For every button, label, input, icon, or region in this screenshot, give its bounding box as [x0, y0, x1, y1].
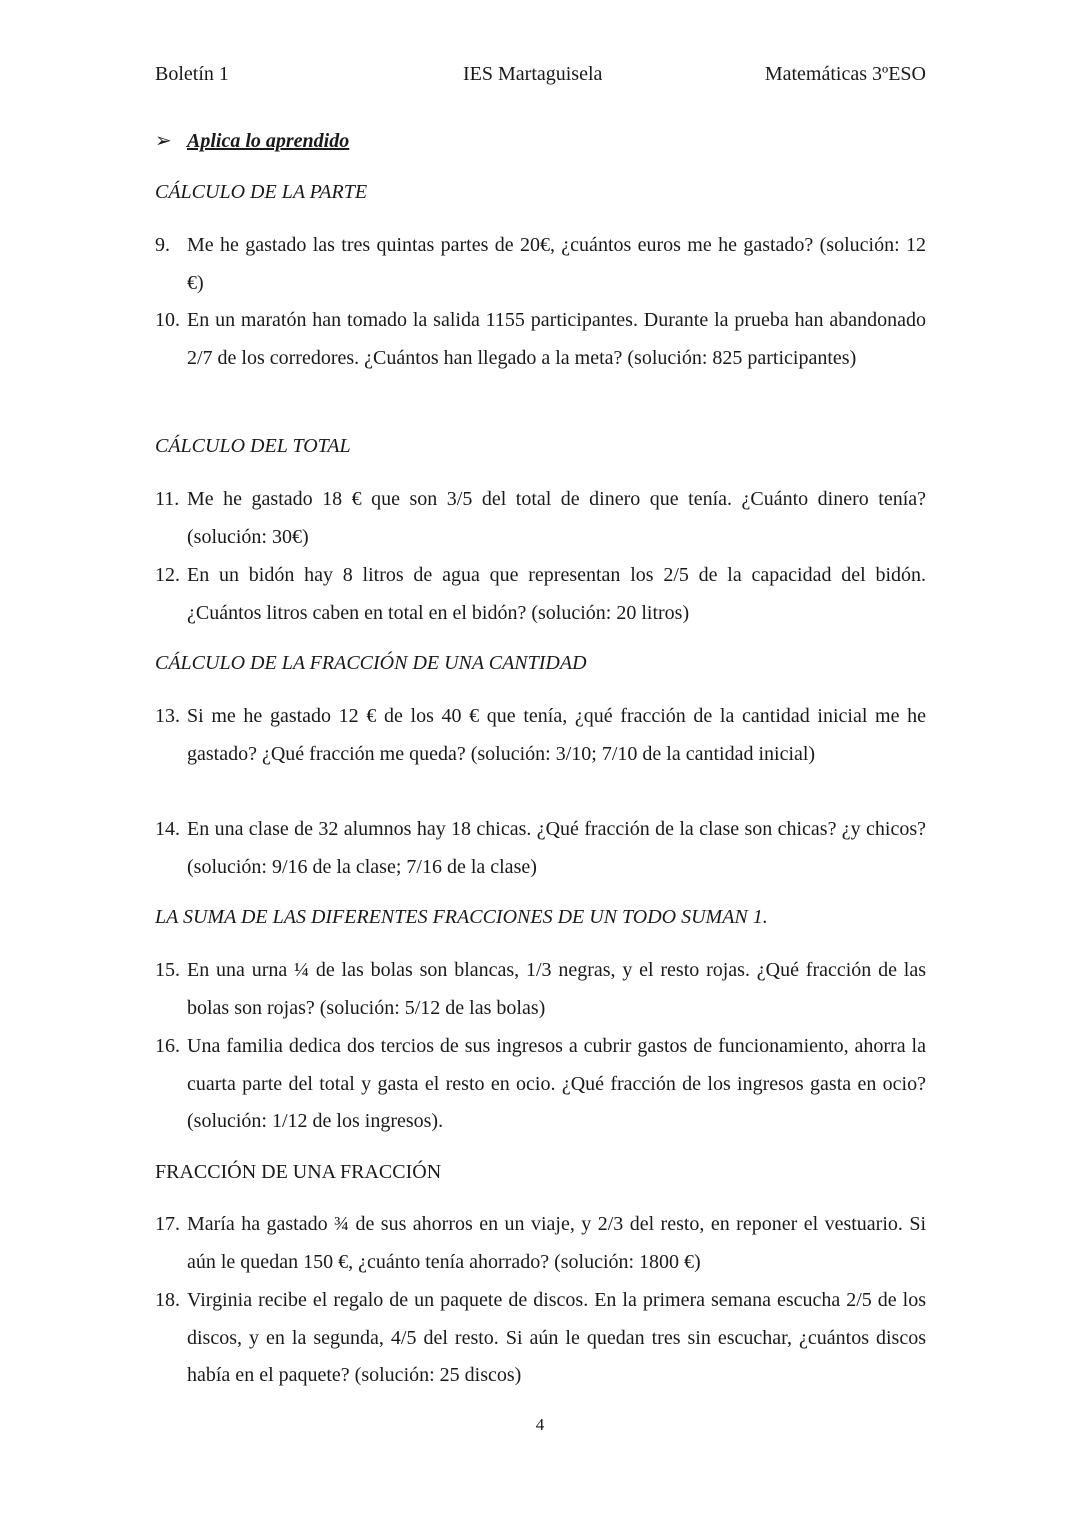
- exercise-number: 14.: [155, 818, 180, 840]
- exercise-text: Me he gastado las tres quintas partes de 20€, ¿cuántos euros me he gastado? (solución: 12 €): [187, 234, 926, 294]
- apply-heading: [155, 128, 349, 153]
- exercise-text: Una familia dedica dos tercios de sus ingresos a cubrir gastos de funcionamiento, ahorra la cuarta parte del total y gasta el resto en ocio. ¿Qué fracción de los ingresos gasta en ocio? (solución: 1/12 de los ingresos).: [187, 1035, 926, 1133]
- exercise-text: En una urna ¼ de las bolas son blancas, 1/3 negras, y el resto rojas. ¿Qué fracción de las bolas son rojas? (solución: 5/12 de las bolas): [187, 959, 926, 1019]
- exercise-item: [155, 811, 926, 886]
- exercise-text: En un bidón hay 8 litros de agua que representan los 2/5 de la capacidad del bidón. ¿Cuántos litros caben en total en el bidón? (solución: 20 litros): [187, 564, 926, 624]
- header-center: IES Martaguisela: [463, 63, 603, 85]
- exercise-number: 15.: [155, 959, 180, 981]
- exercise-item: [155, 557, 926, 632]
- exercise-text: En un maratón han tomado la salida 1155 participantes. Durante la prueba han abandonado 2/7 de los corredores. ¿Cuántos han llegado a la meta? (solución: 825 participantes): [187, 309, 926, 369]
- exercise-number: 17.: [155, 1213, 180, 1235]
- exercise-number: 13.: [155, 705, 180, 727]
- section-title: CÁLCULO DE LA PARTE: [155, 181, 368, 203]
- exercise-item: [155, 1028, 926, 1141]
- page-number: 4: [535, 1415, 545, 1434]
- exercise-number: 9.: [155, 234, 170, 256]
- exercise-number: 10.: [155, 309, 180, 331]
- exercise-item: [155, 698, 926, 773]
- exercise-item: [155, 302, 926, 377]
- exercise-number: 11.: [155, 488, 180, 510]
- exercise-text: Me he gastado 18 € que son 3/5 del total de dinero que tenía. ¿Cuánto dinero tenía? (solución: 30€): [187, 488, 926, 548]
- arrow-bullet-icon: ➢: [155, 130, 172, 152]
- exercise-text: En una clase de 32 alumnos hay 18 chicas. ¿Qué fracción de la clase son chicas? ¿y chicos? (solución: 9/16 de la clase; 7/16 de la clase): [187, 818, 926, 878]
- section-title: FRACCIÓN DE UNA FRACCIÓN: [155, 1161, 442, 1183]
- exercise-number: 12.: [155, 564, 180, 586]
- exercise-text: Virginia recibe el regalo de un paquete de discos. En la primera semana escucha 2/5 de los discos, y en la segunda, 4/5 del resto. Si aún le quedan tres sin escuchar, ¿cuántos discos había en el paquete? (solución: 25 discos): [187, 1289, 926, 1387]
- header-left: Boletín 1: [155, 63, 229, 85]
- exercise-number: 18.: [155, 1289, 180, 1311]
- header-right: Matemáticas 3ºESO: [764, 63, 926, 85]
- exercise-item: [155, 1206, 926, 1281]
- apply-title: Aplica lo aprendido: [187, 130, 350, 152]
- section-title: LA SUMA DE LAS DIFERENTES FRACCIONES DE UN TODO SUMAN 1.: [155, 906, 768, 928]
- page-header: [155, 63, 926, 93]
- exercise-item: [155, 481, 926, 556]
- exercise-text: María ha gastado ¾ de sus ahorros en un viaje, y 2/3 del resto, en reponer el vestuario. Si aún le quedan 150 €, ¿cuánto tenía ahorrado? (solución: 1800 €): [187, 1213, 926, 1273]
- exercise-item: [155, 1282, 926, 1395]
- exercise-item: [155, 952, 926, 1027]
- exercise-item: [155, 227, 926, 302]
- exercise-text: Si me he gastado 12 € de los 40 € que tenía, ¿qué fracción de la cantidad inicial me he gastado? ¿Qué fracción me queda? (solución: 3/10; 7/10 de la cantidad inicial): [187, 705, 926, 765]
- section-title: CÁLCULO DEL TOTAL: [155, 435, 351, 457]
- section-title: CÁLCULO DE LA FRACCIÓN DE UNA CANTIDAD: [155, 652, 587, 674]
- exercise-number: 16.: [155, 1035, 180, 1057]
